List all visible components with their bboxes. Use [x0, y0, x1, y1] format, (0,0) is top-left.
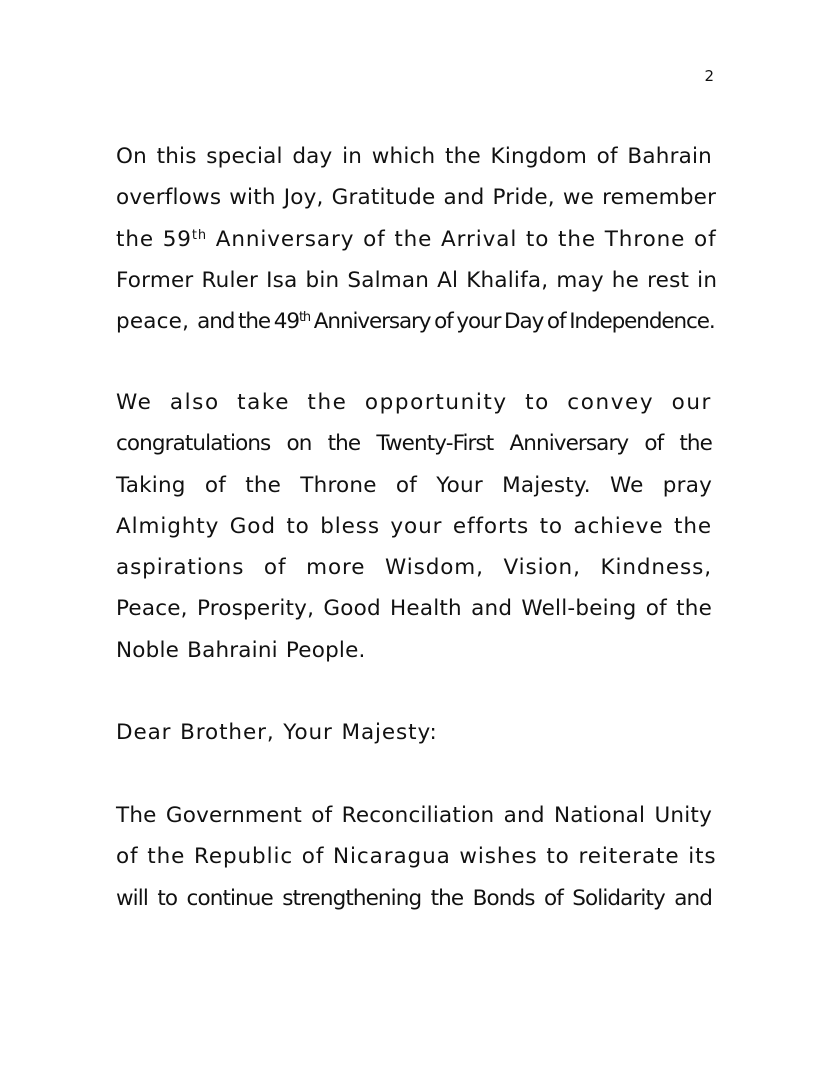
paragraph-line [116, 219, 717, 260]
paragraph-line: Almighty God to bless your efforts to achieve the [116, 513, 712, 539]
text-run: Anniversary of the Arrival to the Throne of [207, 226, 717, 252]
text-run: the 59 [116, 226, 192, 252]
paragraph-line: will to continue strengthening the Bonds of Solidarity and [116, 885, 712, 911]
paragraph-line [116, 301, 715, 342]
paragraph-line: Former Ruler Isa bin Salman Al Khalifa, may he rest in [116, 267, 718, 293]
paragraph-congratulations [116, 382, 712, 671]
paragraph-line: overflows with Joy, Gratitude and Pride, we remember [116, 185, 717, 211]
text-run [197, 309, 714, 334]
paragraph-line: congratulations on the Twenty-First Anniversary of the [116, 431, 712, 457]
paragraph-line: On this special day in which the Kingdom of Bahrain [116, 144, 712, 169]
ordinal-suffix: th [191, 227, 208, 243]
paragraph-line: The Government of Reconciliation and National Unity [116, 803, 712, 828]
text-run: Anniversary of your Day of Independence. [310, 309, 715, 335]
page-number: 2 [704, 67, 714, 85]
paragraph-line: We also take the opportunity to convey our [116, 390, 712, 415]
salutation-text: Dear Brother, Your Majesty: [116, 720, 438, 745]
paragraph-line: Noble Bahraini People. [116, 637, 366, 663]
paragraph-line: Peace, Prosperity, Good Health and Well-being of the [116, 596, 712, 622]
text-run: and the 49 [197, 309, 299, 335]
paragraph-line: aspirations of more Wisdom, Vision, Kindness, [116, 555, 712, 581]
paragraph-government [116, 795, 717, 919]
ordinal-suffix: th [298, 310, 311, 326]
paragraph-line: Taking of the Throne of Your Majesty. We pray [116, 472, 712, 498]
paragraph-anniversary [116, 136, 718, 342]
salutation [116, 712, 712, 753]
text-run: peace, [116, 309, 198, 335]
paragraph-line: of the Republic of Nicaragua wishes to reiterate its [116, 844, 717, 870]
